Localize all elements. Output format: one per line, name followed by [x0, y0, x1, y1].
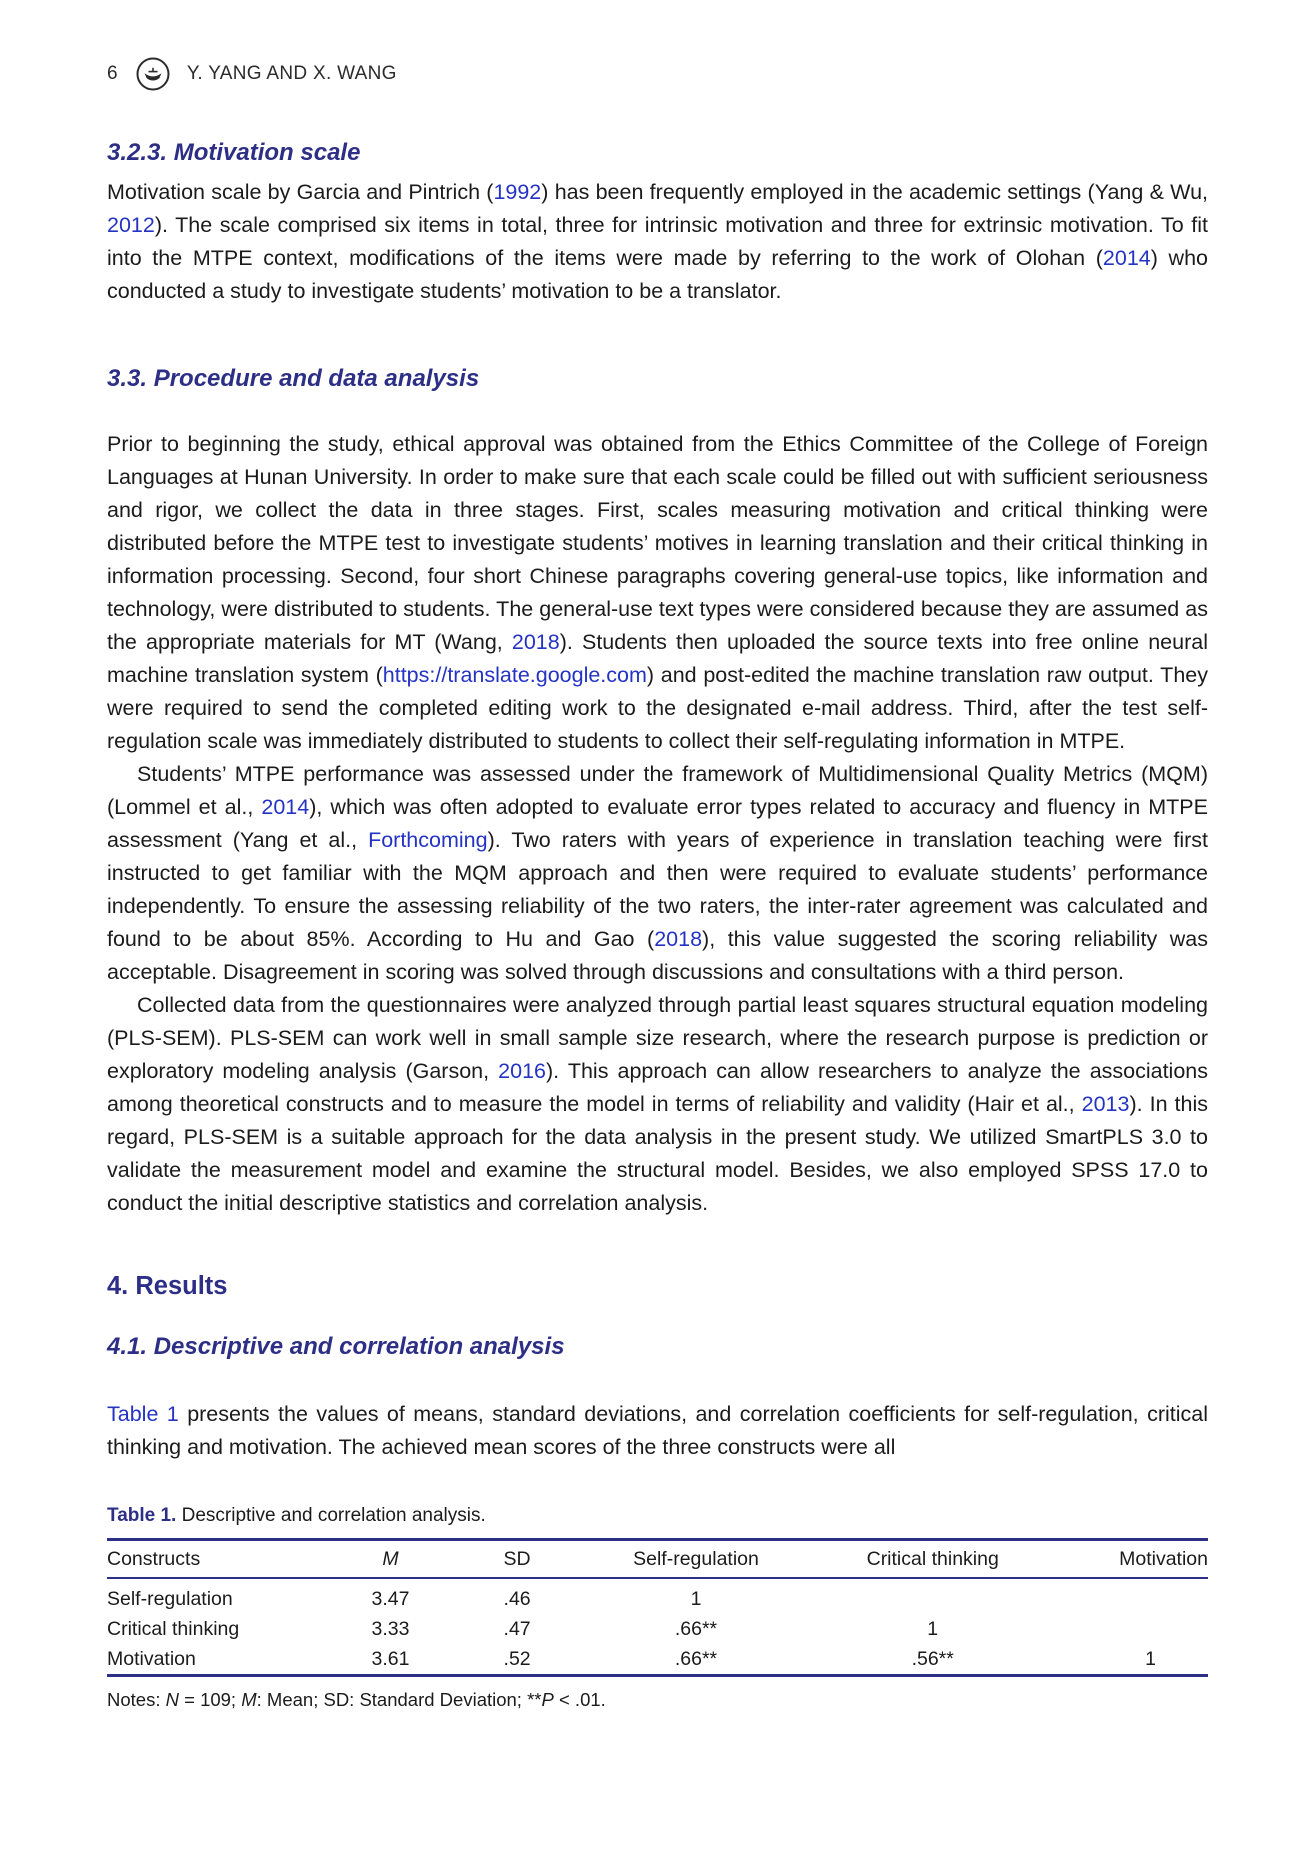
- section-heading-3-3: 3.3. Procedure and data analysis: [107, 365, 480, 392]
- column-header-critical-thinking: Critical thinking: [866, 1548, 999, 1570]
- table-cell: [1054, 1578, 1208, 1614]
- table-cell: .47: [503, 1618, 531, 1640]
- table-cell: 3.33: [371, 1618, 410, 1640]
- text-run: Students’ MTPE performance was assessed under the framework of Multidimensional Quality Metrics (MQM) (Lommel et al.,: [107, 762, 1208, 819]
- table-row: [107, 1614, 1208, 1644]
- table-cell: .66**: [674, 1648, 718, 1670]
- text-run: Collected data from the questionnaires were analyzed through partial least squares structural equation modeling (PLS-SEM). PLS-SEM can work well in small sample size research, where the research purpose is prediction or exploratory modeling analysis (Garson,: [107, 993, 1208, 1083]
- column-header-constructs: Constructs: [107, 1548, 201, 1570]
- section-heading-4-1: 4.1. Descriptive and correlation analysis: [107, 1333, 565, 1360]
- table-cell: 1: [927, 1618, 939, 1640]
- page-number: 6: [107, 63, 118, 84]
- running-head-authors: Y. YANG AND X. WANG: [186, 63, 397, 84]
- text-run: : Mean; SD: Standard Deviation; **: [256, 1689, 542, 1710]
- table-cell: 1: [690, 1588, 702, 1610]
- text-run: Prior to beginning the study, ethical approval was obtained from the Ethics Committee of the College of Foreign Languages at Hunan University. In order to make sure that each scale could be filled out with sufficient seriousness and rigor, we collect the data in three stages. First, scales measuring motivation and critical thinking were distributed before the MTPE test to investigate students’ motives in learning translation and their critical thinking in information processing. Second, four short Chinese paragraphs covering general-use topics, like information and technology, were distributed to students. The general-use text types were considered because they are assumed as the appropriate materials for MT (Wang,: [107, 432, 1208, 654]
- table-cell: Motivation: [107, 1648, 196, 1670]
- table-1-caption: [107, 1504, 1208, 1528]
- table-cell: .46: [503, 1588, 531, 1610]
- table-cell: .52: [503, 1648, 531, 1670]
- paragraph-procedure-2: [107, 758, 1208, 989]
- text-run: ). The scale comprised six items in total, three for intrinsic motivation and three for extrinsic motivation. To fit into the MTPE context, modifications of the items were made by referring to the work of Olohan (: [107, 213, 1208, 270]
- text-run: = 109;: [178, 1689, 242, 1710]
- table-1-block: [107, 1504, 1208, 1712]
- text-run: presents the values of means, standard deviations, and correlation coefficients for self-regulation, critical thinking and motivation. The achieved mean scores of the three constructs were all: [107, 1402, 1208, 1459]
- paragraph-procedure-3: [107, 989, 1208, 1220]
- table-1: [107, 1538, 1208, 1677]
- text-run: N: [165, 1689, 179, 1710]
- paragraph-results-intro: [107, 1398, 1208, 1464]
- citation-link[interactable]: 1992: [493, 180, 542, 204]
- text-run: Notes:: [107, 1689, 166, 1710]
- column-header-motivation: Motivation: [1119, 1548, 1208, 1570]
- citation-link[interactable]: 2014: [261, 795, 310, 819]
- paragraph-procedure-1: [107, 428, 1208, 758]
- text-run: Motivation scale by Garcia and Pintrich (: [107, 180, 494, 204]
- text-run: ). Students then uploaded the source texts into free online neural machine translation system (: [107, 630, 1208, 687]
- citation-link[interactable]: 2012: [107, 213, 155, 237]
- table-row: [107, 1578, 1208, 1614]
- column-header-mean: M: [382, 1548, 399, 1570]
- table-header-row: [107, 1540, 1208, 1579]
- table-cell: [1054, 1614, 1208, 1644]
- text-run: ). Two raters with years of experience in translation teaching were first instructed to get familiar with the MQM approach and then were required to evaluate students’ performance independently. To ensure the assessing reliability of the two raters, the inter-rater agreement was calculated and found to be about 85%. According to Hu and Gao (: [107, 828, 1208, 951]
- citation-link[interactable]: 2018: [511, 630, 560, 654]
- text-run: ) who conducted a study to investigate students’ motivation to be a translator.: [107, 246, 1208, 303]
- table-cell: 1: [1145, 1648, 1156, 1670]
- table-cell: 3.61: [371, 1648, 410, 1670]
- table-cell: Self-regulation: [107, 1588, 233, 1610]
- table-cell: 3.47: [371, 1588, 410, 1610]
- publisher-logo-icon: [135, 56, 171, 92]
- paragraph-motivation-scale: [107, 176, 1208, 308]
- citation-link[interactable]: 2014: [1102, 246, 1151, 270]
- text-run: M: [241, 1689, 257, 1710]
- text-run: ). This approach can allow researchers to analyze the associations among theoretical constructs and to measure the model in terms of reliability and validity (Hair et al.,: [107, 1059, 1209, 1116]
- table-cell: .66**: [674, 1618, 718, 1640]
- text-run: < .01.: [553, 1689, 606, 1710]
- table-cell: .56**: [911, 1648, 954, 1670]
- citation-link[interactable]: 2016: [498, 1059, 547, 1083]
- text-run: ) has been frequently employed in the academic settings (Yang & Wu,: [541, 180, 1209, 204]
- citation-link[interactable]: 2013: [1081, 1092, 1130, 1116]
- table-cell: Critical thinking: [107, 1618, 240, 1640]
- table-cell: [812, 1578, 1054, 1614]
- text-run: P: [541, 1689, 554, 1710]
- column-header-self-regulation: Self-regulation: [633, 1548, 759, 1570]
- table-notes: [107, 1688, 1208, 1712]
- running-header: [107, 56, 1208, 92]
- section-heading-3-2-3: 3.2.3. Motivation scale: [107, 139, 361, 166]
- table-row: [107, 1644, 1208, 1676]
- table-1-body: [107, 1578, 1208, 1676]
- citation-link[interactable]: Table 1: [107, 1402, 179, 1426]
- citation-link[interactable]: Forthcoming: [368, 828, 488, 852]
- text-run: ) and post-edited the machine translation raw output. They were required to send the completed editing work to the designated e-mail address. Third, after the test self-regulation scale was immediately distributed to students to collect their self-regulating information in MTPE.: [107, 663, 1208, 753]
- column-header-sd: SD: [503, 1548, 531, 1570]
- table-caption-text: Descriptive and correlation analysis.: [176, 1505, 486, 1526]
- table-caption-label: Table 1.: [107, 1505, 177, 1526]
- text-run: ), which was often adopted to evaluate error types related to accuracy and fluency in MTPE assessment (Yang et al.,: [107, 795, 1208, 852]
- text-run: ). In this regard, PLS-SEM is a suitable approach for the data analysis in the present study. We utilized SmartPLS 3.0 to validate the measurement model and examine the structural model. Besides, we also employed SPSS 17.0 to conduct the initial descriptive statistics and correlation analysis.: [107, 1092, 1208, 1215]
- section-heading-4: 4. Results: [107, 1272, 228, 1300]
- citation-link[interactable]: https://translate.google.com: [382, 663, 647, 687]
- citation-link[interactable]: 2018: [654, 927, 703, 951]
- text-run: ), this value suggested the scoring reliability was acceptable. Disagreement in scoring was solved through discussions and consultations with a third person.: [107, 927, 1208, 984]
